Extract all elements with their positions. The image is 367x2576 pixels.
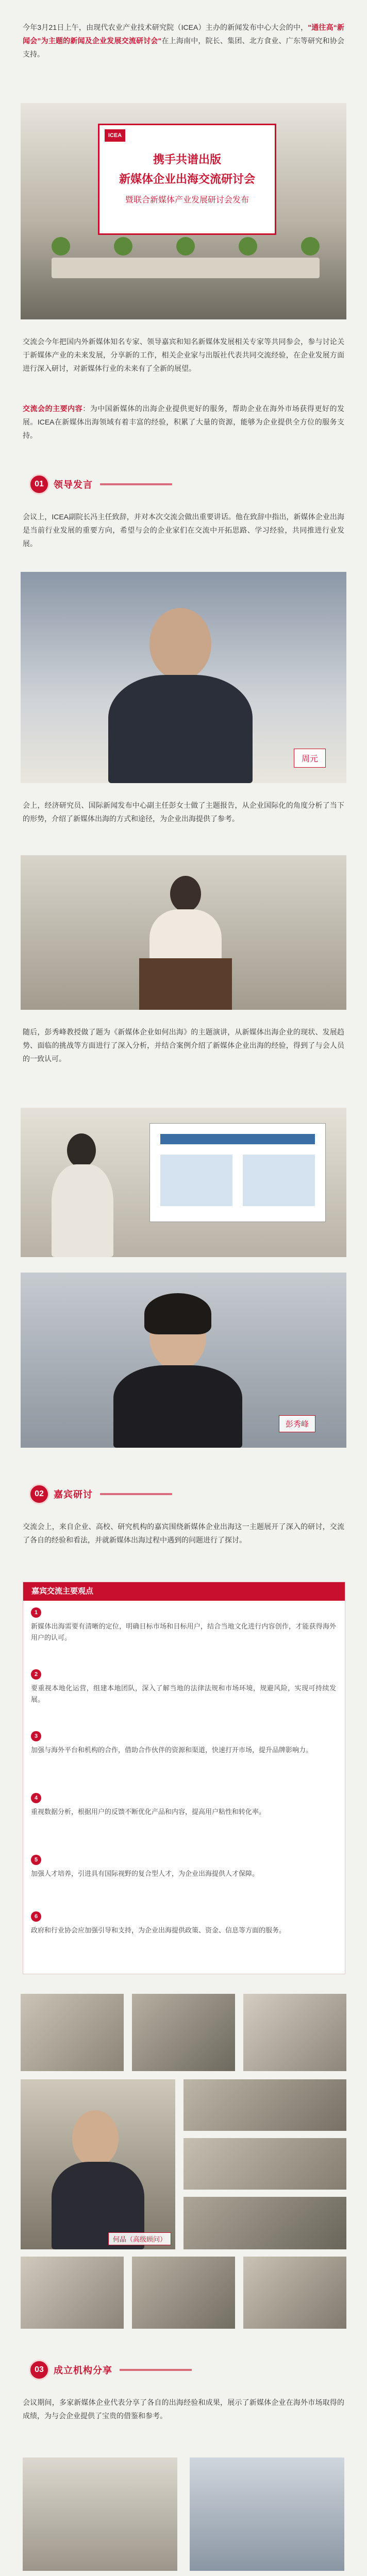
- s3-para-section: [0, 2396, 367, 2422]
- grid-person-head: [72, 2110, 119, 2167]
- section1-num: 01: [29, 474, 49, 495]
- intro-highlight: "通往高“新闻会”为主题的新闻及企业发展交流研讨会": [23, 23, 344, 45]
- key-point-3-num: 3: [31, 1731, 41, 1741]
- speaker2-caption: 彭秀峰: [279, 1415, 315, 1432]
- key-point-4-text: 重视数据分析，根据用户的反馈不断优化产品和内容，提高用户粘性和转化率。: [31, 1808, 266, 1816]
- podium-head: [170, 876, 201, 912]
- key-point-2: [31, 1669, 336, 1705]
- grid-photo-7: [21, 2257, 124, 2329]
- para1-section: [0, 335, 367, 375]
- speaker1-body: [108, 675, 253, 783]
- grid-photo-4: [184, 2079, 346, 2131]
- section3-bar: [120, 2369, 192, 2371]
- key-point-5: [31, 1855, 336, 1879]
- s1-para2: 会上，经济研究员、国际新闻发布中心副主任彭女士做了主题报告，从企业国际化的角度分析了当下的形势，介绍了新媒体出海的方式和途径，为企业出海提供了参考。: [23, 801, 344, 823]
- key-point-4-num: 4: [31, 1793, 41, 1803]
- para2-section: [0, 402, 367, 442]
- speaker2-photo: [21, 1273, 346, 1448]
- section3-num: 03: [29, 2360, 49, 2380]
- banner-line2: 新媒体企业出海交流研讨会: [119, 173, 255, 185]
- key-point-2-text: 要重视本地化运营，组建本地团队，深入了解当地的法律法规和市场环境，规避风险，实现可持续发展。: [31, 1684, 336, 1703]
- para1-text: 交流会今年把国内外新媒体知名专家、领导嘉宾和知名新媒体发展相关专家等共同参会，参与讨论关于新媒体产业的未来发展，分享新的工作，相关企业家与出版社代表共同交流经验，在企业发展方面进行深入研讨，对新媒体行业的未来有了全新的展望。: [23, 337, 344, 372]
- grid-photo-8: [132, 2257, 235, 2329]
- s2-caption: 何晶（高级顾问）: [108, 2232, 171, 2245]
- section3-label: 成立机构分享: [54, 2365, 112, 2376]
- presenter-body: [52, 1164, 113, 1257]
- s3-para: 会议期间，多家新媒体企业代表分享了各自的出海经验和成果，展示了新媒体企业在海外市场取得的成绩，为与会企业提供了宝贵的借鉴和参考。: [23, 2398, 344, 2420]
- para2-lead: 交流会的主要内容: [23, 404, 83, 413]
- company-2-photo: [190, 2458, 344, 2571]
- key-point-4: [31, 1793, 336, 1818]
- section2-heading: [29, 1484, 172, 1504]
- key-point-6: [31, 1911, 336, 1936]
- presenter-head: [67, 1133, 96, 1167]
- key-point-2-num: 2: [31, 1669, 41, 1680]
- section2-num: 02: [29, 1484, 49, 1504]
- s2-para: 交流会上，来自企业、高校、研究机构的嘉宾围绕新媒体企业出海这一主题展开了深入的研讨，交流了各自的经验和看法，并就新媒体出海过程中遇到的问题进行了探讨。: [23, 1522, 344, 1544]
- section3-heading: [29, 2360, 192, 2380]
- banner-logo: ICEA: [105, 129, 125, 142]
- key-point-5-num: 5: [31, 1855, 41, 1865]
- key-points-title: 嘉宾交流主要观点: [23, 1582, 345, 1601]
- grid-photo-3: [243, 1994, 346, 2071]
- key-point-5-text: 加强人才培养，引进具有国际视野的复合型人才，为企业出海提供人才保障。: [31, 1870, 259, 1877]
- key-point-6-text: 政府和行业协会应加强引导和支持，为企业出海提供政策、资金、信息等方面的服务。: [31, 1926, 286, 1934]
- key-point-6-num: 6: [31, 1911, 41, 1922]
- para2-text: [23, 402, 344, 442]
- banner-plants: [52, 237, 320, 258]
- speaker1-head: [149, 608, 211, 680]
- key-point-3-text: 加强与海外平台和机构的合作，借助合作伙伴的资源和渠道，快速打开市场，提升品牌影响力。: [31, 1746, 313, 1754]
- company-1-photo: [23, 2458, 177, 2571]
- s1-para3-section: [0, 1025, 367, 1065]
- speaker-podium-photo: [21, 855, 346, 1010]
- key-point-3: [31, 1731, 336, 1756]
- intro-text: 今年3月21日上午，由现代农业产业技术研究院（ICEA）主办的新闻发布中心大会的中，"通往高“新闻会”为主题的新闻及企业发展交流研讨会"在上海南中，院长、集团、北方食业、广东等研究和协会支持。: [23, 23, 344, 58]
- grid-photo-large: [21, 2079, 175, 2249]
- key-point-1-num: 1: [31, 1607, 41, 1618]
- section1-bar: [100, 483, 172, 485]
- grid-photo-9: [243, 2257, 346, 2329]
- banner-line1: 携手共谱出版: [153, 153, 221, 166]
- banner-line3: 暨联合新媒体产业发展研讨会发布: [125, 196, 249, 205]
- banner-table: [52, 258, 320, 278]
- section2-bar: [100, 1493, 172, 1495]
- grid-photo-6: [184, 2197, 346, 2249]
- s1-para3: 随后，彭秀峰教授做了题为《新媒体企业如何出海》的主题演讲，从新媒体出海企业的现状、发展趋势、面临的挑战等方面进行了深入分析，并结合案例介绍了新媒体企业出海的经验，得到了与会人员的一致认可。: [23, 1028, 344, 1063]
- intro-section: [0, 21, 367, 61]
- s1-para: 会议上，ICEA副院长冯主任致辞，并对本次交流会做出重要讲话。他在致辞中指出，新媒体企业出海是当前行业发展的重要方向，希望与会的企业家们在交流中开拓思路、学习经验，共同推进行业发展。: [23, 513, 344, 548]
- section1-label: 领导发言: [54, 480, 93, 490]
- s1-para2-section: [0, 799, 367, 825]
- podium-stand: [139, 958, 232, 1010]
- grid-photo-5: [184, 2138, 346, 2190]
- speaker1-caption: 周元: [294, 749, 326, 768]
- s2-para-section: [0, 1520, 367, 1547]
- key-point-1-text: 新媒体出海需要有清晰的定位，明确目标市场和目标用户，结合当地文化进行内容创作，才能获得海外用户的认可。: [31, 1622, 336, 1641]
- speaker2-body: [113, 1365, 242, 1448]
- section2-label: 嘉宾研讨: [54, 1489, 93, 1500]
- speaker1-photo: [21, 572, 346, 783]
- section1-heading: [29, 474, 172, 495]
- banner-board: [98, 124, 276, 235]
- banner-photo: [21, 103, 346, 319]
- key-point-1: [31, 1607, 336, 1643]
- grid-photo-2: [132, 1994, 235, 2071]
- presentation-photo: [21, 1108, 346, 1257]
- speaker2-hair: [144, 1293, 211, 1334]
- grid-photo-1: [21, 1994, 124, 2071]
- presentation-screen: [149, 1123, 326, 1222]
- s1-para-section: [0, 510, 367, 550]
- para2-body: ：为中国新媒体的出海企业提供更好的服务，帮助企业在海外市场获得更好的发展。ICEA在新媒体出海领域有着丰富的经验，积累了大量的资源，能够为企业提供全方位的服务支持。: [23, 404, 345, 439]
